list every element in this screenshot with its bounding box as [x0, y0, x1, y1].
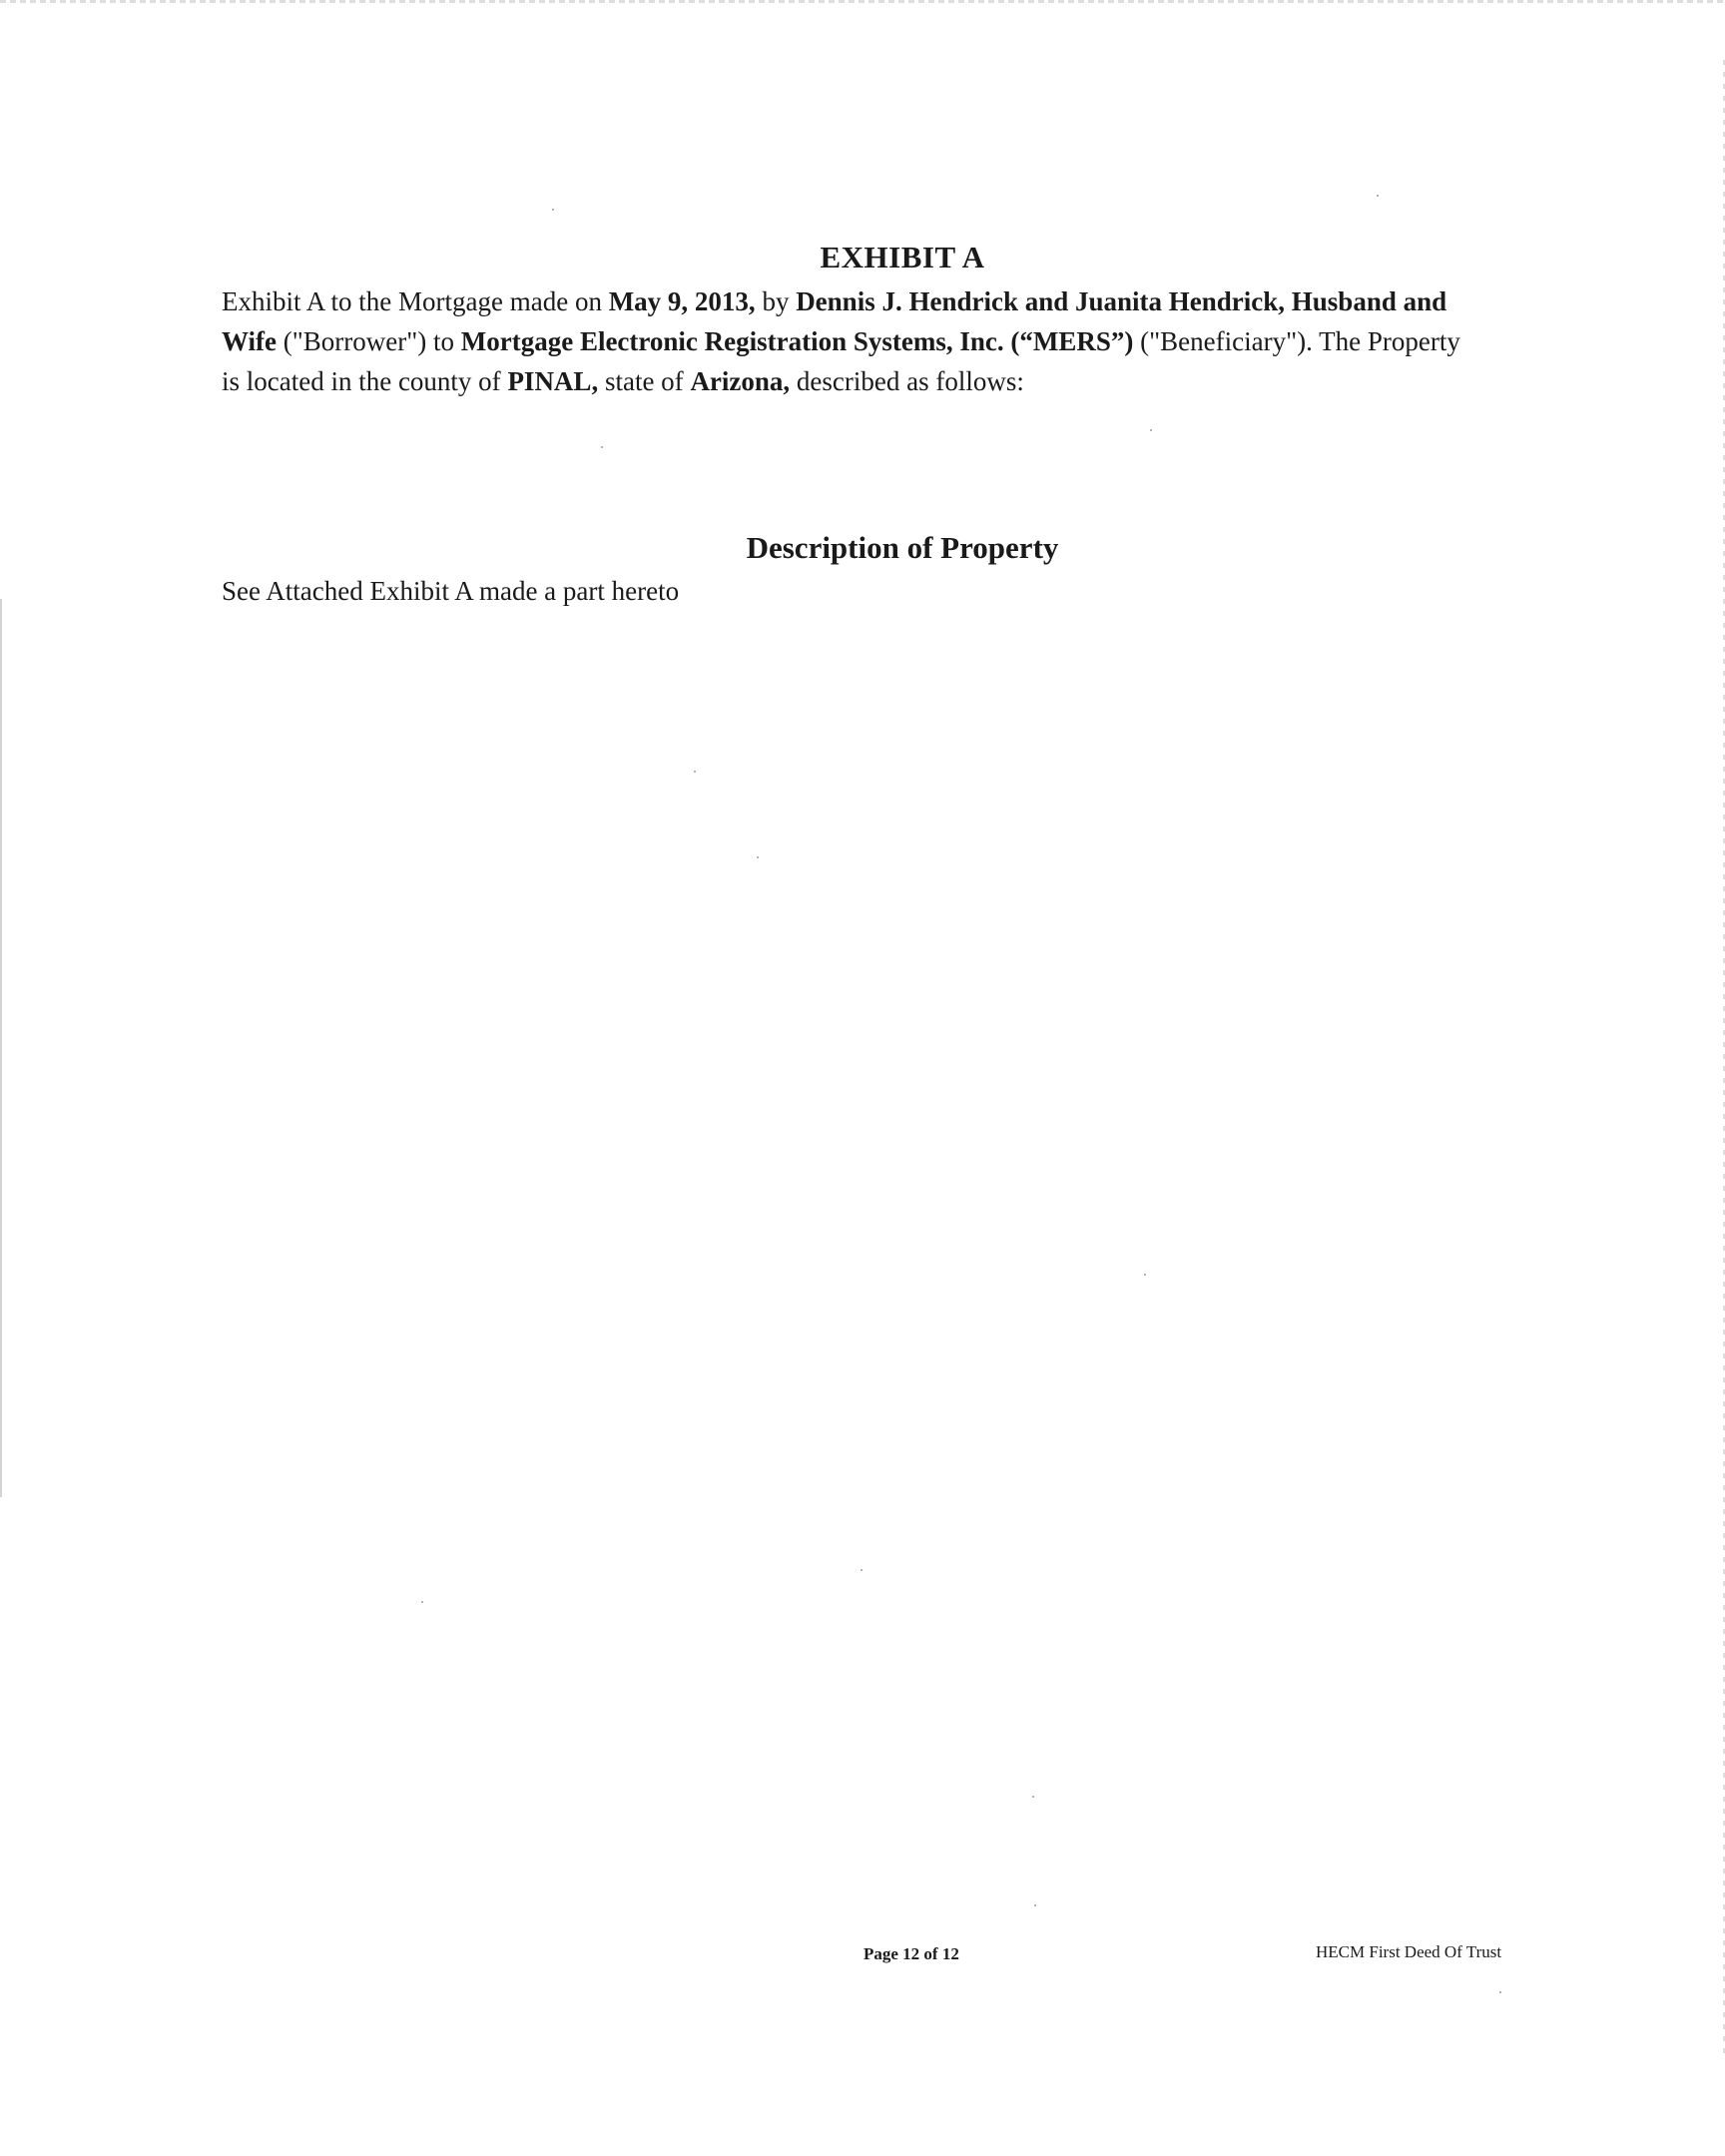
page-number: Page 12 of 12 [863, 1944, 959, 1963]
mortgage-date: May 9, 2013, [608, 286, 756, 316]
scan-speck [861, 1569, 862, 1571]
intro-text-2: by [755, 286, 797, 316]
county-name: PINAL, [507, 366, 599, 396]
scan-speck [1034, 1904, 1036, 1906]
scan-speck [1150, 429, 1152, 431]
scan-speck [552, 209, 554, 211]
intro-text-1: Exhibit A to the Mortgage made on [222, 286, 609, 316]
scan-speck [601, 446, 603, 448]
state-name: Arizona, [690, 366, 791, 396]
description-text: See Attached Exhibit A made a part hereto [222, 576, 680, 606]
intro-text-5: state of [598, 366, 691, 396]
scan-speck [1499, 1991, 1501, 1993]
scan-speck [1377, 195, 1379, 197]
exhibit-title: EXHIBIT A [820, 240, 985, 274]
intro-text-6: described as follows: [790, 366, 1024, 396]
exhibit-intro-paragraph [222, 281, 1479, 401]
borrower-names: Dennis J. Hendrick and Juanita Hendrick, Husband and Wife [222, 286, 1447, 356]
scan-edge-top [0, 0, 1725, 3]
beneficiary-name: Mortgage Electronic Registration Systems, Inc. (“MERS”) [460, 326, 1134, 356]
scan-speck [421, 1601, 423, 1603]
section-heading: Description of Property [746, 530, 1059, 565]
document-footer-title: HECM First Deed Of Trust [1316, 1942, 1502, 1961]
scan-speck [757, 856, 759, 858]
scan-speck [694, 771, 696, 773]
scan-speck [1144, 1274, 1146, 1276]
scan-speck [1032, 1796, 1034, 1798]
scan-edge-left [0, 599, 2, 1497]
intro-text-4: ("Beneficiary"). The Property is located in the county of [222, 326, 1460, 396]
intro-text-3: ("Borrower") to [277, 326, 461, 356]
